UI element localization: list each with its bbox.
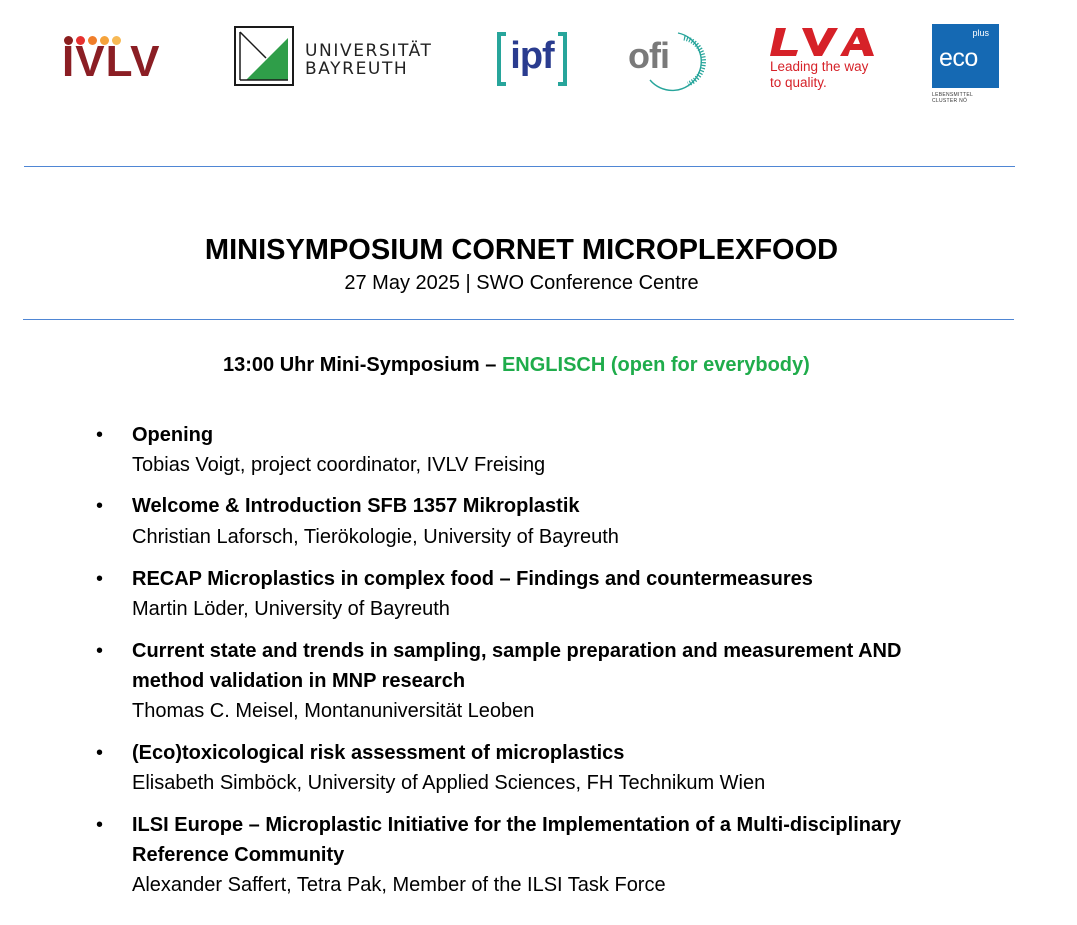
agenda-item-speaker: Martin Löder, University of Bayreuth: [132, 598, 450, 620]
top-divider: [24, 166, 1015, 167]
session-heading: [223, 353, 810, 377]
lva-logo: [768, 26, 888, 96]
bullet-icon: •: [96, 568, 104, 590]
ofi-logo: [628, 30, 708, 94]
agenda-item-title-line1: ILSI Europe – Microplastic Initiative for the Implementation of a Multi-disciplinary: [132, 814, 902, 836]
agenda-item-title: Welcome & Introduction SFB 1357 Mikroplastik: [132, 495, 580, 517]
ivlv-wordmark: IVLV: [62, 37, 161, 86]
session-language-note: ENGLISCH (open for everybody): [501, 354, 810, 376]
bullet-icon: •: [96, 814, 104, 836]
agenda-item-title: RECAP Microplastics in complex food – Findings and countermeasures: [132, 568, 813, 590]
agenda-item-title: Opening: [132, 424, 214, 446]
bayreuth-line1: UNIVERSITÄT: [305, 41, 433, 61]
ipf-right-bracket: [558, 32, 567, 86]
lva-tagline-line2: to quality.: [770, 75, 827, 90]
ivlv-logo: [62, 32, 180, 86]
lva-tagline: [770, 59, 868, 91]
agenda-item-title-line1: Current state and trends in sampling, sample preparation and measurement AND: [132, 640, 902, 662]
bullet-icon: •: [96, 424, 104, 446]
agenda-item-title: [132, 636, 1002, 696]
bullet-icon: •: [96, 495, 104, 517]
ecoplus-logo: [932, 24, 1002, 106]
ipf-wordmark: ipf: [510, 35, 554, 77]
agenda-item-title: (Eco)toxicological risk assessment of microplastics: [132, 742, 625, 764]
bottom-divider: [23, 319, 1014, 320]
bullet-icon: •: [96, 742, 104, 764]
session-time-label: 13:00 Uhr Mini-Symposium –: [223, 354, 502, 376]
agenda-item-speaker: Elisabeth Simböck, University of Applied Sciences, FH Technikum Wien: [132, 772, 766, 794]
university-bayreuth-logo: [234, 26, 434, 88]
page-title: MINISYMPOSIUM CORNET MICROPLEXFOOD: [204, 234, 839, 266]
event-date-venue: 27 May 2025 | SWO Conference Centre: [344, 272, 699, 294]
agenda-item-speaker: Thomas C. Meisel, Montanuniversität Leoben: [132, 700, 535, 722]
agenda-item-speaker: Alexander Saffert, Tetra Pak, Member of the ILSI Task Force: [132, 874, 666, 896]
agenda-item-title-line2: method validation in MNP research: [132, 670, 466, 692]
ecoplus-subtitle-line1: LEBENSMITTEL: [932, 92, 974, 98]
bayreuth-emblem-icon: [234, 26, 294, 86]
ipf-left-bracket: [497, 32, 506, 86]
ecoplus-box: [932, 24, 999, 88]
partner-logo-row: [0, 0, 1077, 120]
ecoplus-subtitle-line2: CLUSTER NÖ: [932, 98, 968, 104]
lva-tagline-line1: Leading the way: [770, 59, 869, 74]
bayreuth-line2: BAYREUTH: [305, 59, 409, 79]
ecoplus-wordmark: eco: [939, 44, 978, 72]
ofi-wordmark: ofi: [628, 35, 669, 76]
lva-wordmark-icon: [768, 26, 878, 58]
agenda-item-speaker: Christian Laforsch, Tierökologie, University of Bayreuth: [132, 526, 619, 548]
bullet-icon: •: [96, 640, 104, 662]
ipf-logo: [497, 32, 567, 88]
agenda-item-speaker: Tobias Voigt, project coordinator, IVLV Freising: [132, 454, 546, 476]
bayreuth-wordmark: [305, 42, 433, 78]
ecoplus-plus-label: plus: [972, 28, 989, 38]
agenda-item-title-line2: Reference Community: [132, 844, 345, 866]
ecoplus-subtitle: [932, 92, 973, 104]
agenda-item-title: [132, 810, 1002, 870]
